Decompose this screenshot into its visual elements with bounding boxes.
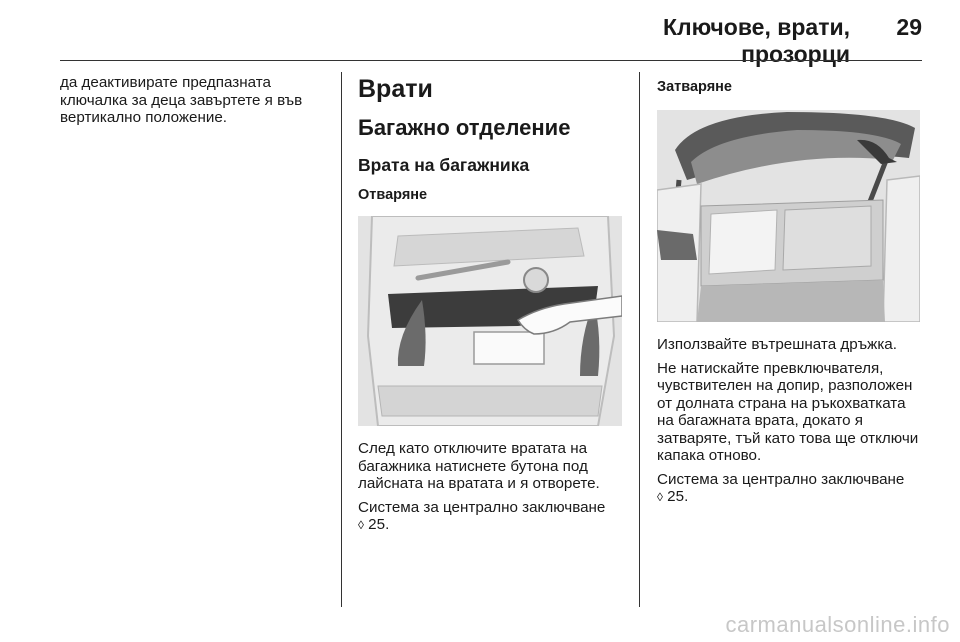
central-locking-reference-right	[657, 471, 923, 507]
heading-opening: Отваряне	[358, 187, 428, 203]
middle-column	[358, 74, 630, 541]
watermark: carmanualsonline.info	[725, 612, 950, 637]
heading-closing: Затваряне	[657, 79, 732, 95]
central-locking-text-right: Система за централно заключване	[657, 470, 905, 488]
heading-doors: Врати	[358, 75, 433, 103]
use-inner-handle-text: Използвайте вътрешната дръжка.	[657, 336, 897, 353]
heading-luggage-compartment: Багажно отделение	[358, 115, 571, 140]
left-paragraph: да деактивирате предпазната ключалка за деца завъртете я във вертикално положение.	[60, 74, 303, 126]
heading-tailgate: Врата на багажника	[358, 155, 530, 175]
page-number: 29	[896, 14, 922, 40]
section-title: Ключове, врати, прозорци	[663, 14, 850, 67]
page-reference-icon-right: ◊	[657, 490, 663, 504]
column-divider-right	[639, 72, 640, 607]
right-column	[657, 74, 923, 513]
tailgate-closing-illustration	[657, 110, 920, 322]
page-reference-icon: ◊	[358, 518, 364, 532]
left-column	[60, 74, 332, 133]
page-reference-number[interactable]: 25.	[368, 516, 390, 533]
touch-switch-warning: Не натискайте превключвателя, чувствителен на допир, разположен от долната страна на ръкохватката на багажната врата, докато я затваряте, тъй като това ще отключи капака отново.	[657, 359, 919, 464]
column-divider-left	[341, 72, 342, 607]
page-reference-number-right[interactable]: 25.	[667, 488, 689, 505]
tailgate-opening-drawing	[358, 216, 622, 426]
tailgate-opening-illustration	[358, 216, 622, 426]
header-rule	[60, 60, 922, 61]
tailgate-closing-drawing	[657, 110, 920, 322]
opening-instruction: След като отключите вратата на багажника натиснете бутона под лайсната на вратата и я отворете.	[358, 440, 600, 492]
central-locking-text: Система за централно заключване	[358, 498, 606, 516]
central-locking-reference	[358, 499, 630, 535]
